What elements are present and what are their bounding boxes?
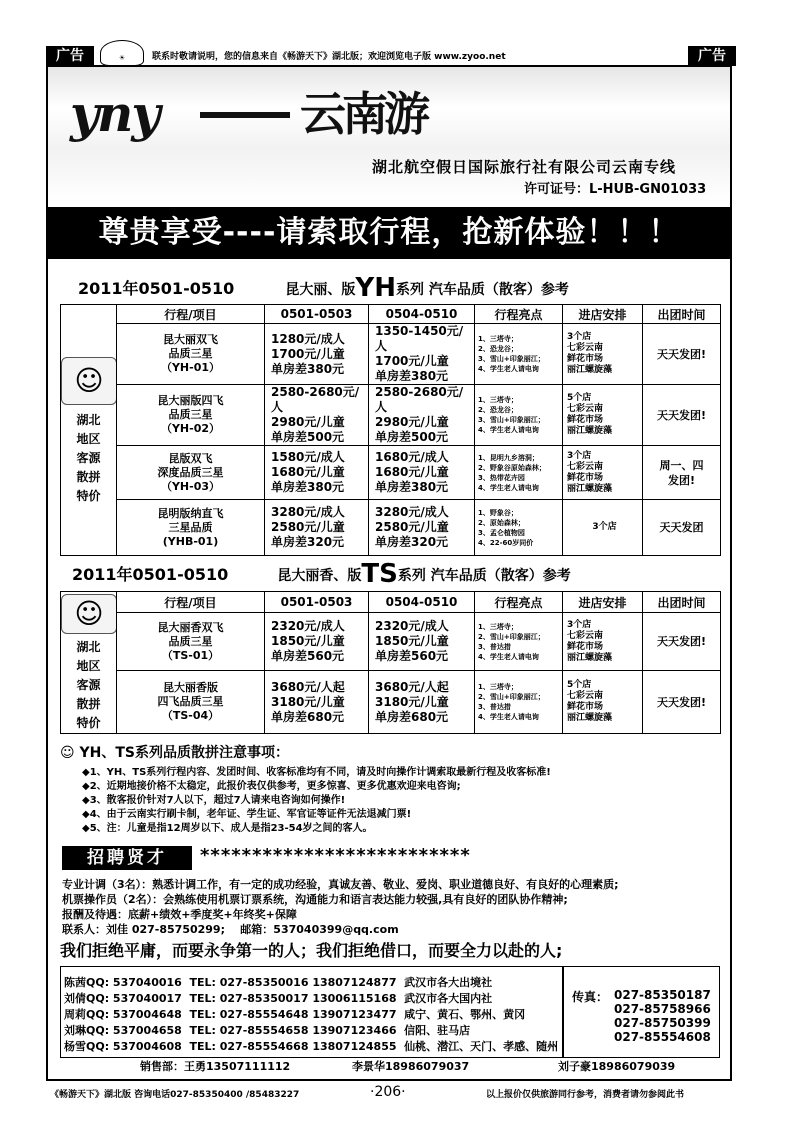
cell-line: 七彩云南 bbox=[567, 461, 604, 472]
cell-line: 发团! bbox=[667, 473, 696, 487]
cell-line: 1700元/儿童 bbox=[375, 354, 449, 368]
cell-line: 2980元/儿童 bbox=[271, 415, 345, 429]
price-0504 bbox=[369, 385, 475, 446]
footer-left: 《畅游天下》湖北版 咨询电话027-85350400 /85483227 bbox=[50, 1090, 300, 1100]
shop-arrangement bbox=[563, 324, 643, 385]
cell-line: 1280元/成人 bbox=[271, 331, 345, 346]
fax-number: 027-85750399 bbox=[614, 1016, 711, 1030]
cell-line: 3180元/儿童 bbox=[375, 694, 449, 709]
top-notice: 联系时敬请说明，您的信息来自《畅游天下》湖北版；欢迎浏览电子版 www.zyoo.net bbox=[152, 52, 506, 62]
ts-section-heading bbox=[72, 559, 571, 589]
cell-line: 单房差560元 bbox=[375, 649, 449, 664]
cell-line: 特价 bbox=[76, 488, 101, 503]
cell-line: (YHB-01) bbox=[162, 534, 219, 548]
cell-line: 3、普达措 bbox=[478, 642, 511, 651]
cell-line: 单房差380元 bbox=[271, 361, 345, 376]
cell-line: 3280元/成人 bbox=[271, 505, 345, 519]
cell-line: 2、雪山+印象丽江； bbox=[478, 632, 545, 641]
sales-contact: 刘子豪18986079039 bbox=[558, 1060, 676, 1073]
cell-line: 1680元/成人 bbox=[375, 450, 449, 464]
cell-line: 湖北 bbox=[76, 412, 101, 427]
ts-header-row bbox=[61, 592, 721, 613]
ts-side-label bbox=[61, 592, 117, 734]
note-item: ◆3、散客报价针对7人以下，超过7人请来电咨询如何操作! bbox=[82, 795, 346, 806]
price-0504 bbox=[369, 671, 475, 734]
cell-line: 昆大丽香双飞 bbox=[157, 620, 224, 634]
fax-label: 传真： bbox=[572, 990, 609, 1004]
cell-line: 鲜花市场 bbox=[567, 641, 604, 652]
ts-suffix: 系列 汽车品质（散客）参考 bbox=[397, 568, 571, 584]
yh-suffix: 系列 汽车品质（散客）参考 bbox=[396, 282, 569, 298]
cell-line: 4、22-60岁同价 bbox=[478, 538, 534, 547]
cell-line: 2580-2680元/人 bbox=[375, 385, 464, 414]
col-header: 行程亮点 bbox=[475, 592, 563, 613]
cell-line: 丽江螺旋藻 bbox=[567, 483, 613, 494]
sales-contact: 李景华18986079037 bbox=[352, 1060, 470, 1073]
cell-line: 单房差560元 bbox=[271, 649, 345, 664]
cell-line: 天天发团! bbox=[656, 695, 707, 709]
route-name bbox=[117, 613, 265, 671]
route-name bbox=[117, 385, 265, 446]
cell-line: 鲜花市场 bbox=[567, 472, 604, 483]
mascot-icon: ☺ bbox=[61, 357, 117, 405]
yh-date: 2011年0501-0510 bbox=[78, 279, 235, 298]
cell-line: 1、野象谷； bbox=[478, 508, 518, 517]
cell-line: 2、野象谷原始森林； bbox=[478, 463, 546, 472]
route-name bbox=[117, 446, 265, 500]
cell-line: 3、雪山+印象丽江； bbox=[478, 355, 545, 363]
cell-line: 3680元/人起 bbox=[375, 679, 449, 694]
cell-line: 地区 bbox=[76, 659, 101, 673]
cell-line: 2320元/成人 bbox=[375, 619, 449, 634]
cell-line: 昆明版纳直飞 bbox=[157, 506, 224, 520]
logo-latin: yny bbox=[70, 84, 159, 143]
cell-line: 地区 bbox=[76, 431, 101, 446]
cell-line: 七彩云南 bbox=[567, 630, 604, 641]
promo-banner: 尊贵享受----请索取行程，抢新体验！！！ bbox=[48, 207, 730, 259]
yh-code: YH bbox=[355, 273, 396, 303]
cell-line: 周一、四 bbox=[659, 458, 704, 472]
note-item: ◆2、近期地接价格不太稳定，此报价表仅供参考，更多惊喜、更多优惠欢迎来电咨询; bbox=[82, 781, 461, 792]
yh-header-row bbox=[61, 305, 721, 324]
footer-right: 以上报价仅供旅游同行参考，消费者请勿参阅此书 bbox=[486, 1090, 685, 1100]
price-0501 bbox=[265, 446, 369, 500]
cell-line: （TS-01） bbox=[161, 648, 220, 662]
sales-contact: 销售部：王勇13507111112 bbox=[140, 1060, 291, 1073]
cell-line: 昆大丽版四飞 bbox=[157, 394, 224, 407]
col-header: 0504-0510 bbox=[369, 305, 475, 324]
magazine-logo-icon: ☀ bbox=[100, 40, 144, 66]
job-1: 专业计调（3名）：熟悉计调工作，有一定的成功经验，真诚友善、敬业、爱岗、职业道德良好、有良好的心理素质; bbox=[62, 878, 619, 891]
departure bbox=[643, 500, 721, 556]
cell-line: 单房差680元 bbox=[375, 709, 449, 724]
highlights bbox=[475, 500, 563, 556]
cell-line: 4、学生老人请电询 bbox=[478, 713, 539, 722]
cell-line: 1、三塔寺； bbox=[478, 396, 518, 404]
yh-prefix: 昆大丽、版 bbox=[285, 282, 356, 298]
ts-price-table bbox=[60, 591, 721, 734]
cell-line: 单房差320元 bbox=[375, 535, 449, 549]
highlights bbox=[475, 324, 563, 385]
shop-arrangement bbox=[563, 446, 643, 500]
cell-line: 2580元/儿童 bbox=[375, 520, 449, 534]
cell-line: 天天发团! bbox=[656, 408, 707, 422]
col-header: 0501-0503 bbox=[265, 592, 369, 613]
col-header: 出团时间 bbox=[643, 592, 721, 613]
price-0504 bbox=[369, 613, 475, 671]
price-0501 bbox=[265, 613, 369, 671]
cell-line: 散拼 bbox=[76, 469, 101, 484]
cell-line: 昆版双飞 bbox=[168, 451, 213, 465]
cell-line: 丽江螺旋藻 bbox=[567, 365, 613, 375]
cell-line: 鲜花市场 bbox=[567, 354, 604, 364]
recruit-stars: ************************** bbox=[200, 845, 471, 866]
ad-label-left: 广告 bbox=[46, 46, 94, 66]
col-header: 行程亮点 bbox=[475, 305, 563, 324]
col-header: 出团时间 bbox=[643, 305, 721, 324]
cell-line: 三星品质 bbox=[168, 520, 213, 534]
cell-line: 单房差380元 bbox=[271, 480, 345, 494]
note-item: ◆4、由于云南实行刷卡制，老年证、学生证、军官证等证件无法退减门票! bbox=[82, 809, 412, 820]
highlights bbox=[475, 385, 563, 446]
cell-line: 4、学生老人请电询 bbox=[478, 652, 539, 661]
mascot-icon: ☺ bbox=[61, 594, 117, 634]
recruit-tag: 招聘贤才 bbox=[62, 846, 192, 870]
job-2: 机票操作员（2名）：会熟练使用机票订票系统，沟通能力和语言表达能力较强,具有良好的团队协作精神; bbox=[62, 893, 568, 906]
table-row bbox=[61, 324, 721, 385]
cell-line: 客源 bbox=[76, 450, 101, 465]
route-name bbox=[117, 500, 265, 556]
cell-line: 天天发团! bbox=[656, 347, 707, 361]
cell-line: 1350-1450元/人 bbox=[375, 324, 464, 353]
cell-line: 七彩云南 bbox=[567, 404, 604, 414]
cell-line: 1580元/成人 bbox=[271, 450, 345, 464]
shop-arrangement bbox=[563, 671, 643, 734]
license-number: 许可证号：L-HUB-GN01033 bbox=[524, 182, 707, 197]
cell-line: 散拼 bbox=[76, 697, 101, 711]
cell-line: 昆大丽双飞 bbox=[163, 333, 218, 346]
cell-line: 丽江螺旋藻 bbox=[567, 652, 613, 663]
shop-arrangement bbox=[563, 385, 643, 446]
note-item: ◆1、YH、TS系列行程内容、发团时间、收客标准均有不同，请及时向操作计调索取最新行程及收客标准! bbox=[82, 767, 551, 778]
cell-line: 七彩云南 bbox=[567, 691, 604, 702]
cell-line: 3个店 bbox=[567, 619, 592, 630]
cell-line: 2、雪山+印象丽江； bbox=[478, 693, 545, 702]
shop-arrangement bbox=[563, 500, 643, 556]
cell-line: 4、学生老人请电询 bbox=[478, 426, 539, 434]
cell-line: 2980元/儿童 bbox=[375, 415, 449, 429]
contact-row: 周莉QQ: 537004648 TEL: 027-85554648 13907123477 咸宁、黄石、鄂州、黄冈 bbox=[64, 1008, 526, 1021]
col-header: 0501-0503 bbox=[265, 305, 369, 324]
cell-line: 四飞品质三星 bbox=[157, 695, 224, 709]
cell-line: 丽江螺旋藻 bbox=[567, 426, 613, 436]
cell-line: 品质三星 bbox=[168, 408, 213, 421]
cell-line: 1680元/儿童 bbox=[271, 465, 345, 479]
yh-price-table bbox=[60, 304, 721, 556]
contacts-divider bbox=[562, 966, 564, 1058]
departure bbox=[643, 671, 721, 734]
price-0501 bbox=[265, 324, 369, 385]
route-name bbox=[117, 324, 265, 385]
logo-dash bbox=[200, 112, 290, 118]
cell-line: 丽江螺旋藻 bbox=[567, 713, 613, 724]
cell-line: 1850元/儿童 bbox=[375, 634, 449, 649]
cell-line: 2、恐龙谷； bbox=[478, 345, 518, 353]
table-row bbox=[61, 446, 721, 500]
cell-line: 单房差380元 bbox=[375, 480, 449, 494]
cell-line: 特价 bbox=[76, 716, 101, 730]
cell-line: 深度品质三星 bbox=[157, 465, 224, 479]
price-0504 bbox=[369, 500, 475, 556]
cell-line: 2320元/成人 bbox=[271, 619, 345, 634]
contact-row: 杨雪QQ: 537004608 TEL: 027-85554668 13807124855 仙桃、潜江、天门、孝感、随州 bbox=[64, 1040, 559, 1053]
departure bbox=[643, 385, 721, 446]
cell-line: 3个店 bbox=[592, 522, 617, 532]
fax-number: 027-85554608 bbox=[614, 1030, 711, 1044]
note-item: ◆5、注：儿童是指12周岁以下、成人是指23-54岁之间的客人。 bbox=[82, 823, 373, 834]
contact-row: 刘倩QQ: 537040017 TEL: 027-85350017 13006115168 武汉市各大国内社 bbox=[64, 992, 493, 1005]
col-header: 行程/项目 bbox=[117, 305, 265, 324]
cell-line: （TS-04） bbox=[161, 709, 220, 723]
col-header: 进店安排 bbox=[563, 305, 643, 324]
price-0501 bbox=[265, 671, 369, 734]
cell-line: 单房差680元 bbox=[271, 709, 345, 724]
price-0501 bbox=[265, 385, 369, 446]
cell-line: 3280元/成人 bbox=[375, 505, 449, 519]
cell-line: 4、学生老人请电询 bbox=[478, 365, 539, 373]
fax-number: 027-85350187 bbox=[614, 988, 711, 1002]
cell-line: 客源 bbox=[76, 678, 101, 692]
benefits: 报酬及待遇：底薪+绩效+季度奖+年终奖+保障 bbox=[62, 908, 297, 921]
col-header: 0504-0510 bbox=[369, 592, 475, 613]
slogan: 我们拒绝平庸，而要永争第一的人；我们拒绝借口，而要全力以赴的人; bbox=[60, 941, 563, 960]
table-row bbox=[61, 500, 721, 556]
cell-line: 3、普达措 bbox=[478, 703, 511, 712]
cell-line: 1、三塔寺； bbox=[478, 622, 518, 631]
highlights bbox=[475, 446, 563, 500]
cell-line: 1680元/儿童 bbox=[375, 465, 449, 479]
cell-line: 2580元/儿童 bbox=[271, 520, 345, 534]
cell-line: 5个店 bbox=[567, 393, 592, 403]
cell-line: 1850元/儿童 bbox=[271, 634, 345, 649]
ts-date: 2011年0501-0510 bbox=[72, 565, 229, 584]
recruit-contact: 联系人：刘佳 027-85750299; 邮箱：537040399@qq.com bbox=[62, 923, 399, 936]
page-number: ·206· bbox=[370, 1084, 406, 1100]
cell-line: 单房差500元 bbox=[271, 430, 345, 444]
logo-chinese: 云南游 bbox=[300, 87, 426, 141]
notes-title: ☺ YH、TS系列品质散拼注意事项： bbox=[60, 745, 289, 761]
cell-line: （YH-03） bbox=[160, 479, 221, 493]
notes-section bbox=[60, 742, 720, 836]
cell-line: 2580-2680元/人 bbox=[271, 385, 360, 414]
smiley-icon: ☺ bbox=[60, 745, 80, 761]
cell-line: 4、学生老人请电询 bbox=[478, 483, 539, 492]
cell-line: 1、三塔寺； bbox=[478, 683, 518, 692]
cell-line: 3680元/人起 bbox=[271, 679, 345, 694]
cell-line: 2、恐龙谷； bbox=[478, 406, 518, 414]
cell-line: 单房差320元 bbox=[271, 535, 345, 549]
contact-row: 刘琳QQ: 537004658 TEL: 027-85554658 13907123466 信阳、驻马店 bbox=[64, 1024, 471, 1037]
cell-line: 品质三星 bbox=[168, 634, 213, 648]
table-row bbox=[61, 385, 721, 446]
cell-line: 2、原始森林； bbox=[478, 518, 525, 527]
yh-side-label bbox=[61, 305, 117, 556]
cell-line: 3、热带花卉园 bbox=[478, 473, 525, 482]
yh-section-heading bbox=[78, 273, 569, 303]
cell-line: 单房差500元 bbox=[375, 430, 449, 444]
cell-line: 3个店 bbox=[567, 332, 592, 342]
cell-line: 七彩云南 bbox=[567, 343, 604, 353]
cell-line: 昆大丽香版 bbox=[163, 681, 218, 695]
cell-line: 单房差380元 bbox=[375, 369, 449, 383]
highlights bbox=[475, 671, 563, 734]
ts-prefix: 昆大丽香、版 bbox=[277, 568, 362, 584]
table-row bbox=[61, 613, 721, 671]
cell-line: 品质三星 bbox=[168, 347, 213, 360]
ts-code: TS bbox=[361, 559, 398, 589]
cell-line: 5个店 bbox=[567, 680, 592, 691]
departure bbox=[643, 446, 721, 500]
shop-arrangement bbox=[563, 613, 643, 671]
cell-line: 天天发团! bbox=[656, 635, 707, 649]
departure bbox=[643, 324, 721, 385]
cell-line: 3、雪山+印象丽江； bbox=[478, 416, 545, 424]
cell-line: 鲜花市场 bbox=[567, 415, 604, 425]
highlights bbox=[475, 613, 563, 671]
cell-line: 湖北 bbox=[76, 640, 101, 654]
price-0504 bbox=[369, 324, 475, 385]
cell-line: 3180元/儿童 bbox=[271, 694, 345, 709]
ad-label-right: 广告 bbox=[688, 46, 736, 66]
cell-line: 1、三塔寺； bbox=[478, 335, 518, 343]
cell-line: 天天发团 bbox=[659, 521, 704, 534]
departure bbox=[643, 613, 721, 671]
cell-line: （YH-02） bbox=[160, 422, 221, 435]
table-row bbox=[61, 671, 721, 734]
cell-line: 3个店 bbox=[567, 450, 592, 461]
cell-line: 1、昆明九乡溶洞； bbox=[478, 453, 539, 462]
company-name: 湖北航空假日国际旅行社有限公司云南专线 bbox=[372, 158, 677, 176]
cell-line: 鲜花市场 bbox=[567, 702, 604, 713]
route-name bbox=[117, 671, 265, 734]
price-0501 bbox=[265, 500, 369, 556]
cell-line: 1700元/儿童 bbox=[271, 346, 345, 361]
cell-line: （YH-01） bbox=[160, 361, 221, 374]
col-header: 行程/项目 bbox=[117, 592, 265, 613]
price-0504 bbox=[369, 446, 475, 500]
cell-line: 3、孟仑植物园 bbox=[478, 528, 525, 537]
fax-number: 027-85758966 bbox=[614, 1002, 711, 1016]
contact-row: 陈茜QQ: 537040016 TEL: 027-85350016 13807124877 武汉市各大出境社 bbox=[64, 976, 493, 989]
col-header: 进店安排 bbox=[563, 592, 643, 613]
